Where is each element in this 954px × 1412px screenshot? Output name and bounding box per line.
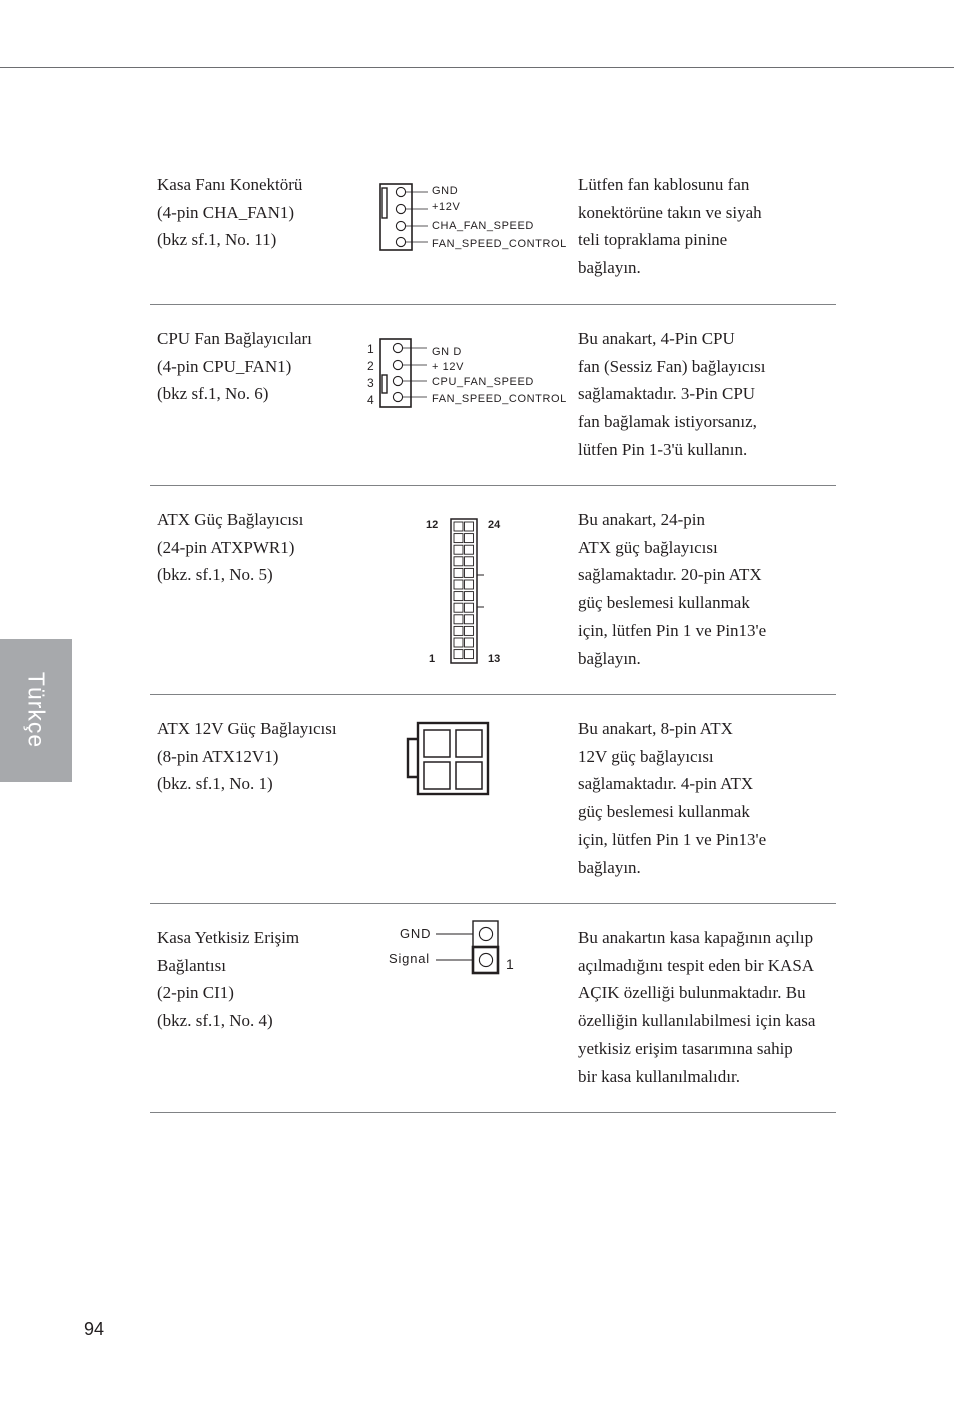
desc-line: bağlayın. [578, 648, 641, 668]
desc-line: için, lütfen Pin 1 ve Pin13'e [578, 829, 767, 849]
desc-line: fan (Sessiz Fan) bağlayıcısı [578, 356, 766, 376]
atx-pin-cell [454, 557, 463, 566]
name-line: ATX Güç Bağlayıcısı [157, 510, 304, 529]
header-rule [0, 67, 954, 68]
atx-pin-grid [454, 522, 474, 659]
atx-pin-cell [454, 522, 463, 531]
atx-pin-cell [454, 603, 463, 612]
atx-pin-cell [454, 545, 463, 554]
atx-pin-cell [465, 603, 474, 612]
pin-number: 3 [367, 376, 374, 390]
desc-line: ATX güç bağlayıcısı [578, 537, 718, 557]
row-divider [150, 1112, 836, 1113]
row-divider [150, 903, 836, 904]
pin-label: + 12V [432, 361, 465, 373]
atx12v-pin-diagram [400, 716, 500, 802]
desc-line: bir kasa kullanılmalıdır. [578, 1066, 740, 1086]
name-line: (2-pin CI1) [157, 983, 234, 1003]
desc-line: bağlayın. [578, 258, 641, 278]
name-line: (4-pin CPU_FAN1) [157, 356, 292, 376]
desc-line: Bu anakart, 24-pin [578, 510, 705, 529]
row-divider [150, 304, 836, 305]
desc-line: özelliğin kullanılabilmesi için kasa [578, 1011, 816, 1031]
desc-line: Bu anakart, 4-Pin CPU [578, 329, 735, 348]
desc-line: yetkisiz erişim tasarımına sahip [578, 1038, 793, 1058]
pin-label: CHA_FAN_SPEED [432, 220, 534, 232]
atx-pin-cell [465, 545, 474, 554]
atx-pin-cell [454, 568, 463, 577]
pin-number: 1 [367, 342, 374, 356]
atx-pin-cell [454, 592, 463, 601]
atx-pin-cell [454, 615, 463, 624]
page-number: 94 [84, 1319, 105, 1339]
name-line: Kasa Fanı Konektörü [157, 175, 303, 194]
atx-pin-cell [454, 534, 463, 543]
desc-line: konektörüne takın ve siyah [578, 202, 762, 222]
pin-label: GN D [432, 346, 462, 358]
name-line: (8-pin ATX12V1) [157, 746, 279, 766]
atx-pin-cell [465, 615, 474, 624]
desc-line: sağlamaktadır. 20-pin ATX [578, 565, 762, 585]
atx-pin-cell [454, 638, 463, 647]
desc-line: teli topraklama pinine [578, 230, 728, 250]
desc-line: güç beslemesi kullanmak [578, 593, 750, 613]
atx-pin-cell [465, 626, 474, 635]
name-line: (bkz. sf.1, No. 1) [157, 774, 273, 794]
desc-line: lütfen Pin 1-3'ü kullanın. [578, 439, 748, 459]
atx-24pin-diagram [420, 514, 510, 670]
row-divider [150, 485, 836, 486]
cpu-fan-description [578, 325, 840, 464]
name-line: CPU Fan Bağlayıcıları [157, 329, 312, 348]
atx12v-name [157, 715, 367, 798]
pin-label-13: 13 [488, 653, 501, 665]
language-side-tab [0, 639, 72, 782]
atx-pin-cell [454, 626, 463, 635]
atx-pin-cell [454, 580, 463, 589]
desc-line: sağlamaktadır. 3-Pin CPU [578, 384, 756, 404]
cha-fan-description [578, 171, 840, 282]
desc-line: sağlamaktadır. 4-pin ATX [578, 774, 754, 794]
name-line: ATX 12V Güç Bağlayıcısı [157, 719, 337, 738]
pin-label-12: 12 [426, 519, 439, 531]
atx-pin-cell [465, 534, 474, 543]
atx-pin-cell [454, 650, 463, 659]
atx-pin-cell [465, 522, 474, 531]
chassis-intrusion-name [157, 924, 367, 1035]
pin-label: +12V [432, 201, 461, 213]
desc-line: AÇIK özelliği bulunmaktadır. Bu [578, 983, 806, 1003]
chassis-intrusion-description [578, 924, 840, 1090]
name-line: (bkz sf.1, No. 6) [157, 384, 269, 404]
atx-power-name [157, 506, 367, 589]
chassis-intrusion-pin-diagram [380, 916, 530, 982]
desc-line: fan bağlamak istiyorsanız, [578, 412, 757, 432]
atx-pin-cell [465, 557, 474, 566]
name-line: Bağlantısı [157, 955, 226, 975]
name-line: (bkz. sf.1, No. 4) [157, 1011, 273, 1031]
cha-fan-name [157, 171, 367, 254]
pin-label: GND [432, 185, 459, 197]
desc-line: Lütfen fan kablosunu fan [578, 175, 750, 194]
pin-label: FAN_SPEED_CONTROL [432, 393, 567, 405]
desc-line: güç beslemesi kullanmak [578, 802, 750, 822]
atx-pin-cell [465, 650, 474, 659]
atx12v-description [578, 715, 840, 881]
name-line: (24-pin ATXPWR1) [157, 537, 295, 557]
desc-line: 12V güç bağlayıcısı [578, 746, 714, 766]
side-tab-label: Türkçe [23, 671, 50, 749]
atx-pin-cell [465, 568, 474, 577]
desc-line: bağlayın. [578, 857, 641, 877]
desc-line: için, lütfen Pin 1 ve Pin13'e [578, 620, 767, 640]
pin-label: FAN_SPEED_CONTROL [432, 238, 567, 250]
atx-power-description [578, 506, 840, 672]
name-line: (bkz. sf.1, No. 5) [157, 565, 273, 585]
cha-fan-pin-diagram [370, 176, 570, 256]
pin-label: CPU_FAN_SPEED [432, 376, 534, 388]
atx-pin-cell [465, 592, 474, 601]
atx-pin-cell [465, 638, 474, 647]
row-divider [150, 694, 836, 695]
name-line: Kasa Yetkisiz Erişim [157, 928, 300, 947]
cpu-fan-name [157, 325, 367, 408]
atx-pin-cell [465, 580, 474, 589]
pin-label-signal: Signal [389, 951, 430, 966]
pin-number: 2 [367, 359, 374, 373]
desc-line: açılmadığını tespit eden bir KASA [578, 955, 815, 975]
pin-one-marker: 1 [506, 956, 514, 972]
pin-label-gnd: GND [400, 926, 432, 941]
name-line: (bkz sf.1, No. 11) [157, 230, 277, 250]
pin-label-24: 24 [488, 519, 501, 531]
pin-number: 4 [367, 393, 374, 407]
pin-label-1: 1 [429, 653, 436, 665]
desc-line: Bu anakart, 8-pin ATX [578, 719, 733, 738]
cpu-fan-pin-diagram [360, 336, 570, 412]
desc-line: Bu anakartın kasa kapağının açılıp [578, 928, 814, 947]
name-line: (4-pin CHA_FAN1) [157, 202, 295, 222]
